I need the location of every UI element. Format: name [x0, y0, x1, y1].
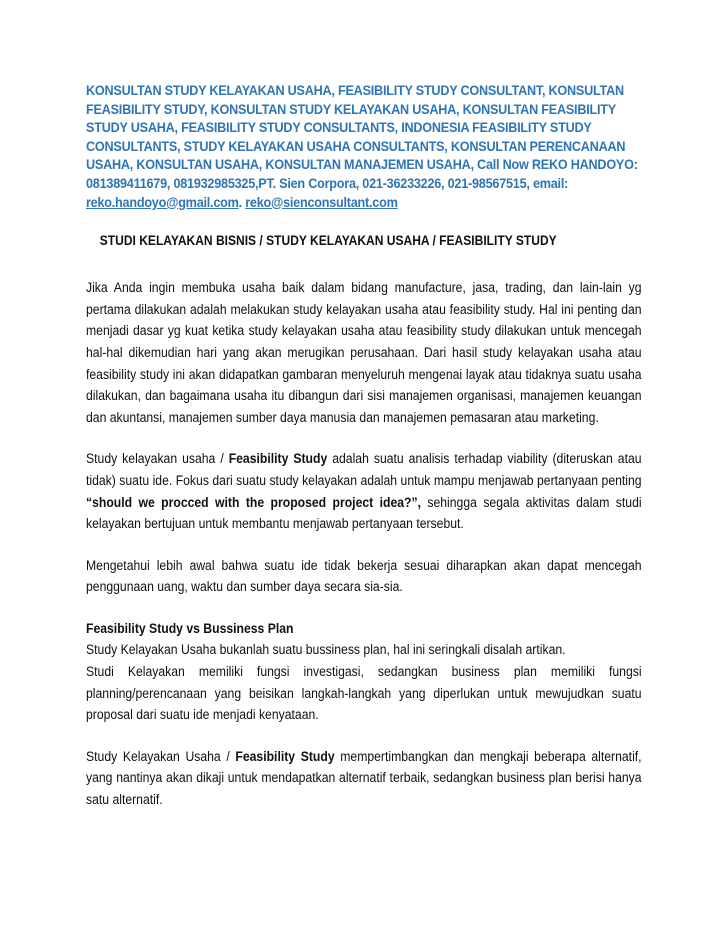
paragraph-alternatives-part-a: Study Kelayakan Usaha / [86, 748, 236, 765]
body-text [86, 278, 642, 811]
document-title: STUDI KELAYAKAN BISNIS / STUDY KELAYAKAN USAHA / FEASIBILITY STUDY [99, 232, 557, 249]
paragraph-definition-part-e: sehingga segala aktivitas dalam studi kelayakan bertujuan untuk membantu menjawab pertanyaan tersebut. [86, 494, 642, 533]
paragraph-not-business-plan: Study Kelayakan Usaha bukanlah suatu bussiness plan, hal ini seringkali disalah artikan. [86, 642, 566, 659]
header-block [86, 82, 642, 212]
document-page [86, 82, 642, 812]
paragraph-alternatives-bold-term: Feasibility Study [235, 748, 335, 765]
paragraph-definition-part-c: adalah suatu analisis terhadap viability (diteruskan atau tidak) suatu ide. Fokus dari suatu study kelayakan adalah untuk mampu menjawab pertanyaan penting [86, 451, 642, 489]
paragraph-definition-bold-term: Feasibility Study [228, 451, 328, 468]
paragraph-early-knowledge: Mengetahui lebih awal bahwa suatu ide tidak bekerja sesuai diharapkan akan dapat mencegah penggunaan uang, waktu dan sumber daya secara sia-sia. [86, 557, 642, 596]
header-text: KONSULTAN STUDY KELAYAKAN USAHA, FEASIBILITY STUDY CONSULTANT, KONSULTAN FEASIBILITY STUDY, KONSULTAN STUDY KELAYAKAN USAHA, KONSULTAN FEASIBILITY STUDY USAHA, FEASIBILITY STUDY CONSULTANTS, INDONESIA FEASIBILITY STUDY CONSULTANTS, STUDY KELAYAKAN USAHA CONSULTANTS, KONSULTAN PERENCANAAN USAHA, KONSULTAN USAHA, KONSULTAN MANAJEMEN USAHA, Call Now REKO HANDOYO: 081389411679, 081932985325,PT. Sien Corpora, 021-36233226, 021-98567515, email: [86, 83, 638, 191]
email-link-2[interactable]: reko@sienconsultant.com [245, 194, 398, 210]
paragraph-alternatives-part-c: mempertimbangkan dan mengkaji beberapa alternatif, yang nantinya akan dikaji untuk mendapatkan alternatif terbaik, sedangkan business plan berisi hanya satu alternatif. [86, 748, 642, 809]
paragraph-definition-bold-question: “should we procced with the proposed project idea?”, [86, 494, 421, 511]
email-link-1[interactable]: reko.handoyo@gmail.com [86, 194, 239, 210]
paragraph-function: Studi Kelayakan memiliki fungsi investigasi, sedangkan business plan memiliki fungsi planning/perencanaan yang beisikan langkah-langkah yang diperlukan untuk mewujudkan suatu proposal dari suatu ide menjadi kenyataan. [86, 664, 642, 724]
email-separator: . [238, 194, 246, 210]
paragraph-alternatives [86, 747, 642, 812]
paragraph-definition [86, 449, 642, 535]
section-subheading: Feasibility Study vs Bussiness Plan [86, 620, 294, 637]
paragraph-definition-part-a: Study kelayakan usaha / [86, 451, 229, 468]
paragraph-intro: Jika Anda ingin membuka usaha baik dalam bidang manufacture, jasa, trading, dan lain-lain yg pertama dilakukan adalah melakukan study kelayakan usaha atau feasibility study. Hal ini penting dan menjadi dasar yg kuat ketika study kelayakan usaha atau feasibility study dilakukan untuk mencegah hal-hal dikemudian hari yang akan merugikan perusahaan. Dari hasil study kelayakan usaha atau feasibility study ini akan didapatkan gambaran menyeluruh mengenai layak atau tidaknya suatu usaha dilakukan, dan bagaimana usaha itu dibangun dari sisi manajemen organisasi, manajemen keuangan dan akuntansi, manajemen sumber daya manusia dan manajemen pemasaran atau marketing. [86, 280, 642, 426]
